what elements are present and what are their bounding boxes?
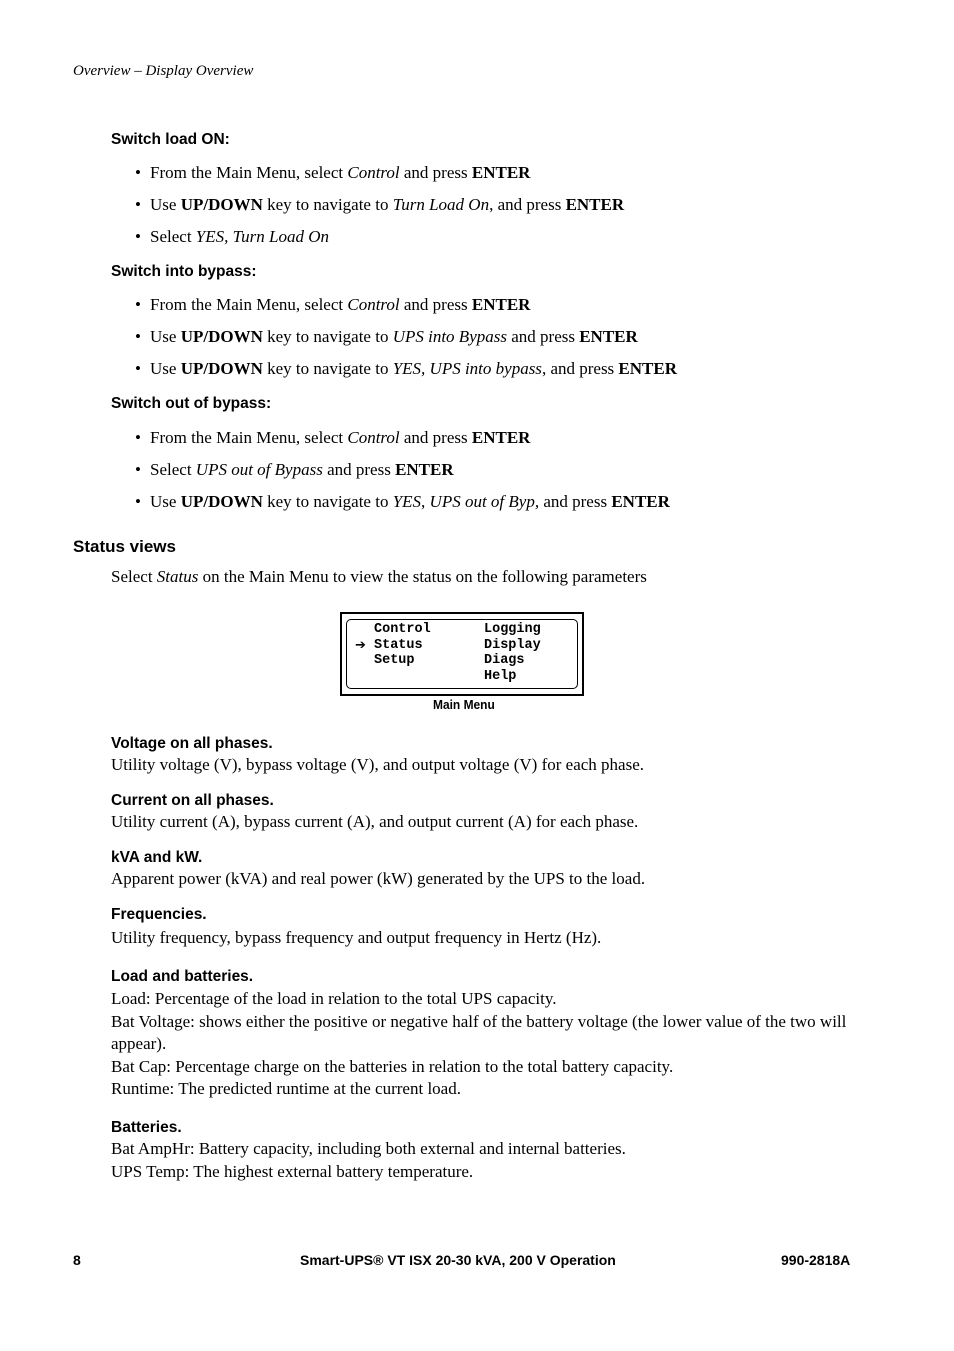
bullet-text-run: Use — [150, 327, 181, 346]
item-line: Bat Cap: Percentage charge on the batteries in relation to the total battery capacity. — [111, 1056, 674, 1076]
lcd-menu-item: Status — [374, 637, 423, 653]
bullet-icon: • — [135, 428, 141, 447]
bullet-text-run: UPS out of Byp, — [429, 492, 540, 511]
bullet-text-run: UP/DOWN — [180, 327, 263, 346]
lcd-menu-item: Help — [484, 669, 517, 685]
bullet-text-run: Use — [150, 492, 181, 511]
item-heading: Voltage on all phases. — [111, 735, 273, 752]
bullet-text — [150, 162, 530, 184]
bullet-text-run: UPS out of Bypass — [195, 460, 323, 479]
bullet-text-run: ENTER — [565, 195, 625, 214]
item-heading: Load and batteries. — [111, 968, 254, 985]
item-body — [111, 811, 851, 834]
section-heading: Switch into bypass: — [111, 263, 257, 280]
lcd-right-column — [484, 622, 541, 685]
item-heading: kVA and kW. — [111, 849, 203, 866]
bullet-item — [135, 358, 855, 390]
bullet-icon: • — [135, 163, 141, 182]
lcd-menu-item: Logging — [484, 622, 541, 637]
bullet-text-run: Use — [150, 359, 181, 378]
bullet-text — [150, 459, 454, 481]
lcd-menu-item: Setup — [374, 653, 415, 669]
bullet-icon: • — [135, 227, 141, 246]
bullet-text-run: ENTER — [579, 327, 638, 346]
bullet-text-run: and press — [399, 163, 472, 182]
item-line: UPS Temp: The highest external battery temperature. — [111, 1161, 474, 1181]
bullet-text-run: and press — [399, 428, 472, 447]
bullet-text-run: ENTER — [471, 428, 531, 447]
item-line: Utility voltage (V), bypass voltage (V), and output voltage (V) for each phase. — [111, 755, 644, 774]
bullet-text-run: key to navigate to — [262, 359, 393, 378]
section-heading: Switch out of bypass: — [111, 395, 272, 412]
bullet-text-run: YES, UPS into bypass — [392, 359, 542, 378]
item-heading: Frequencies. — [111, 906, 207, 923]
bullet-icon: • — [135, 195, 141, 214]
bullet-item — [135, 491, 855, 523]
item-body — [111, 988, 851, 1101]
item-body — [111, 868, 851, 891]
bullet-item — [135, 162, 855, 194]
bullet-item — [135, 427, 855, 459]
bullet-item — [135, 326, 855, 358]
bullet-text-run: ENTER — [395, 460, 454, 479]
bullet-icon: • — [135, 460, 141, 479]
item-line: Bat Voltage: shows either the positive or negative half of the battery voltage (the lower value of the two will appear). — [111, 1011, 847, 1053]
item-body — [111, 927, 851, 950]
bullet-text-run: and press — [322, 460, 396, 479]
bullet-text-run: Select — [150, 227, 196, 246]
bullet-text-run: UP/DOWN — [180, 359, 263, 378]
bullet-text-run: , — [421, 492, 430, 511]
bullet-text-run: Use — [150, 195, 181, 214]
bullet-text-run: YES — [392, 492, 422, 511]
item-line: Load: Percentage of the load in relation to the total UPS capacity. — [111, 989, 557, 1008]
bullet-list — [135, 294, 855, 390]
bullet-text-run: ENTER — [471, 295, 531, 314]
bullet-text-run: UP/DOWN — [180, 195, 263, 214]
bullet-text-run: Control — [347, 295, 400, 314]
section-heading: Switch load ON: — [111, 131, 230, 148]
bullet-list — [135, 162, 855, 258]
item-line: Utility current (A), bypass current (A), and output current (A) for each phase. — [111, 812, 639, 831]
lcd-left-column — [374, 622, 431, 669]
running-header: Overview – Display Overview — [73, 63, 254, 79]
bullet-text — [150, 294, 530, 316]
bullet-text-run: and press — [399, 295, 472, 314]
lcd-menu-item: Display — [484, 637, 541, 653]
bullet-text-run: From the Main Menu, select — [150, 428, 348, 447]
bullet-item — [135, 294, 855, 326]
item-line: Apparent power (kVA) and real power (kW) generated by the UPS to the load. — [111, 869, 646, 888]
bullet-text-run: From the Main Menu, select — [150, 295, 348, 314]
bullet-text-run: ENTER — [471, 163, 531, 182]
bullet-text-run: Turn Load On — [392, 195, 490, 214]
intro-text-run: Status — [156, 567, 199, 586]
item-heading: Current on all phases. — [111, 792, 274, 809]
page-number: 8 — [73, 1252, 81, 1268]
bullet-list — [135, 427, 855, 523]
bullet-text-run: , and press — [541, 359, 619, 378]
item-heading: Batteries. — [111, 1119, 182, 1136]
document-number: 990-2818A — [781, 1252, 851, 1268]
bullet-text-run: ENTER — [611, 492, 670, 511]
bullet-text-run: , and press — [489, 195, 566, 214]
bullet-text-run: YES, Turn Load On — [195, 227, 329, 246]
intro-text-run: on the Main Menu to view the status on the following parameters — [198, 567, 647, 586]
item-line: Runtime: The predicted runtime at the current load. — [111, 1079, 461, 1098]
bullet-text-run: From the Main Menu, select — [150, 163, 348, 182]
item-line: Bat AmpHr: Battery capacity, including both external and internal batteries. — [111, 1139, 626, 1158]
bullet-text — [150, 427, 530, 449]
bullet-text-run: ENTER — [618, 359, 677, 378]
bullet-icon: • — [135, 327, 141, 346]
bullet-text-run: Control — [347, 428, 400, 447]
bullet-text-run: Control — [347, 163, 400, 182]
item-body — [111, 1138, 851, 1183]
bullet-icon: • — [135, 295, 141, 314]
bullet-text-run: key to navigate to — [262, 327, 393, 346]
bullet-text — [150, 358, 677, 380]
bullet-text-run: UP/DOWN — [180, 492, 263, 511]
bullet-text — [150, 226, 329, 248]
item-line: Utility frequency, bypass frequency and output frequency in Hertz (Hz). — [111, 928, 602, 947]
selection-arrow-icon: ➔ — [355, 637, 366, 653]
item-body — [111, 754, 851, 777]
lcd-menu-item: Diags — [484, 653, 525, 669]
status-views-intro — [111, 566, 647, 588]
bullet-text — [150, 194, 624, 216]
bullet-item — [135, 226, 855, 258]
bullet-icon: • — [135, 359, 141, 378]
bullet-text-run: key to navigate to — [262, 492, 393, 511]
bullet-icon: • — [135, 492, 141, 511]
bullet-text-run: and press — [539, 492, 612, 511]
status-views-title: Status views — [73, 537, 176, 556]
document-title: Smart-UPS® VT ISX 20-30 kVA, 200 V Operation — [300, 1252, 616, 1268]
bullet-text — [150, 326, 638, 348]
bullet-text-run: Select — [150, 460, 196, 479]
bullet-text — [150, 491, 670, 513]
lcd-menu-item: Control — [374, 622, 431, 637]
bullet-item — [135, 459, 855, 491]
bullet-item — [135, 194, 855, 226]
bullet-text-run: UPS into Bypass — [392, 327, 507, 346]
bullet-text-run: and press — [506, 327, 580, 346]
bullet-text-run: key to navigate to — [262, 195, 393, 214]
intro-text-run: Select — [111, 567, 157, 586]
figure-caption: Main Menu — [433, 697, 495, 712]
